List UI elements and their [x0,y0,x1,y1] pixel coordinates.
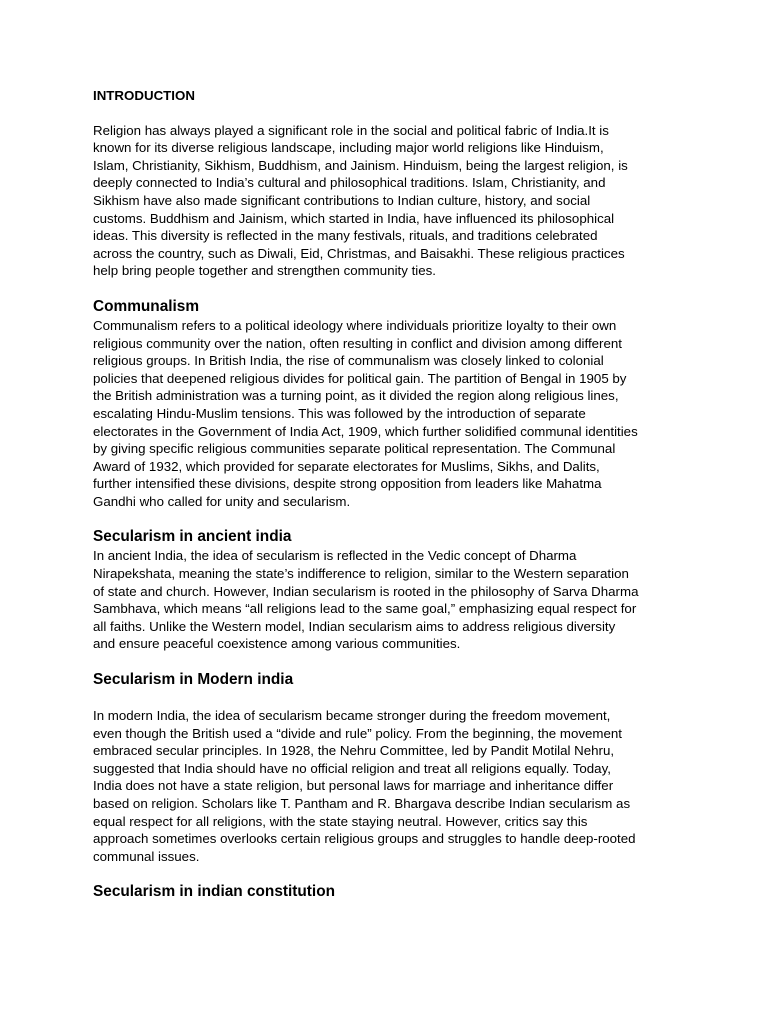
paragraph-line: Sikhism have also made significant contributions to Indian culture, history, and social [93,192,591,208]
paragraph-line: Islam, Christianity, Sikhism, Buddhism, and Jainism. Hinduism, being the largest religion, is [93,157,628,173]
paragraph-line: In modern India, the idea of secularism became stronger during the freedom movement, [93,708,611,724]
paragraph-line: and ensure peaceful coexistence among various communities. [93,636,461,652]
paragraph-line: embraced secular principles. In 1928, the Nehru Committee, led by Pandit Motilal Nehru, [93,743,615,759]
paragraph-line: religious groups. In British India, the rise of communalism was closely linked to colonial [93,353,604,369]
paragraph-line: Sambhava, which means “all religions lead to the same goal,” emphasizing equal respect for [93,601,637,617]
communalism-heading: Communalism [93,297,200,315]
paragraph-line: all faiths. Unlike the Western model, Indian secularism aims to address religious diversity [93,618,616,634]
constitution-secularism-heading: Secularism in indian constitution [93,883,336,901]
paragraph-line: even though the British used a “divide and rule” policy. From the beginning, the movement [93,725,622,741]
communalism-paragraph [93,317,675,511]
paragraph-line: known for its diverse religious landscape, including major world religions like Hinduism, [93,140,604,156]
paragraph-line: further intensified these divisions, despite strong opposition from leaders like Mahatma [93,476,602,492]
paragraph-line: suggested that India should have no official religion and treat all religions equally. Today, [93,760,611,776]
paragraph-line: Communalism refers to a political ideology where individuals prioritize loyalty to their own [93,317,617,333]
paragraph-line: escalating Hindu-Muslim tensions. This was followed by the introduction of separate [93,405,586,421]
paragraph-line: In ancient India, the idea of secularism is reflected in the Vedic concept of Dharma [93,548,577,564]
paragraph-line: the British administration was a turning point, as it divided the region along religious lines, [93,388,619,404]
paragraph-line: communal issues. [93,848,200,864]
paragraph-line: by giving specific religious communities separate political representation. The Communal [93,441,616,457]
paragraph-line: religious community over the nation, often resulting in conflict and division among different [93,335,622,351]
paragraph-line: of state and church. However, Indian secularism is rooted in the philosophy of Sarva Dharma [93,583,639,599]
modern-secularism-heading: Secularism in Modern india [93,671,294,689]
paragraph-line: Award of 1932, which provided for separate electorates for Muslims, Sikhs, and Dalits, [93,458,600,474]
paragraph-line: based on religion. Scholars like T. Pantham and R. Bhargava describe Indian secularism as [93,796,631,811]
paragraph-line: customs. Buddhism and Jainism, which started in India, have influenced its philosophical [93,210,615,226]
paragraph-line: equal respect for all religions, with the state staying neutral. However, critics say this [93,813,588,829]
paragraph-line: India does not have a state religion, but personal laws for marriage and inheritance differ [93,778,614,794]
paragraph-line: approach sometimes overlooks certain religious groups and struggles to handle deep-rooted [93,831,636,847]
paragraph-line: help bring people together and strengthen community ties. [93,263,436,279]
introduction-paragraph [93,122,675,280]
paragraph-line: electorates in the Government of India Act, 1909, which further solidified communal identities [93,423,638,439]
ancient-secularism-paragraph [93,547,675,653]
paragraph-line: across the country, such as Diwali, Eid, Christmas, and Baisakhi. These religious practices [93,245,625,261]
introduction-heading: INTRODUCTION [93,88,195,103]
paragraph-line: Gandhi who called for unity and secularism. [93,493,351,509]
modern-secularism-paragraph [93,707,675,865]
paragraph-line: ideas. This diversity is reflected in the many festivals, rituals, and traditions celebrated [93,228,598,244]
paragraph-line: Religion has always played a significant role in the social and political fabric of India.It is [93,122,609,138]
paragraph-line: Nirapekshata, meaning the state’s indifference to religion, similar to the Western separation [93,566,629,582]
paragraph-line: deeply connected to India’s cultural and philosophical traditions. Islam, Christianity, and [93,175,606,191]
paragraph-line: policies that deepened religious divides for political gain. The partition of Bengal in 1905 by [93,370,627,386]
ancient-secularism-heading: Secularism in ancient india [93,528,292,546]
